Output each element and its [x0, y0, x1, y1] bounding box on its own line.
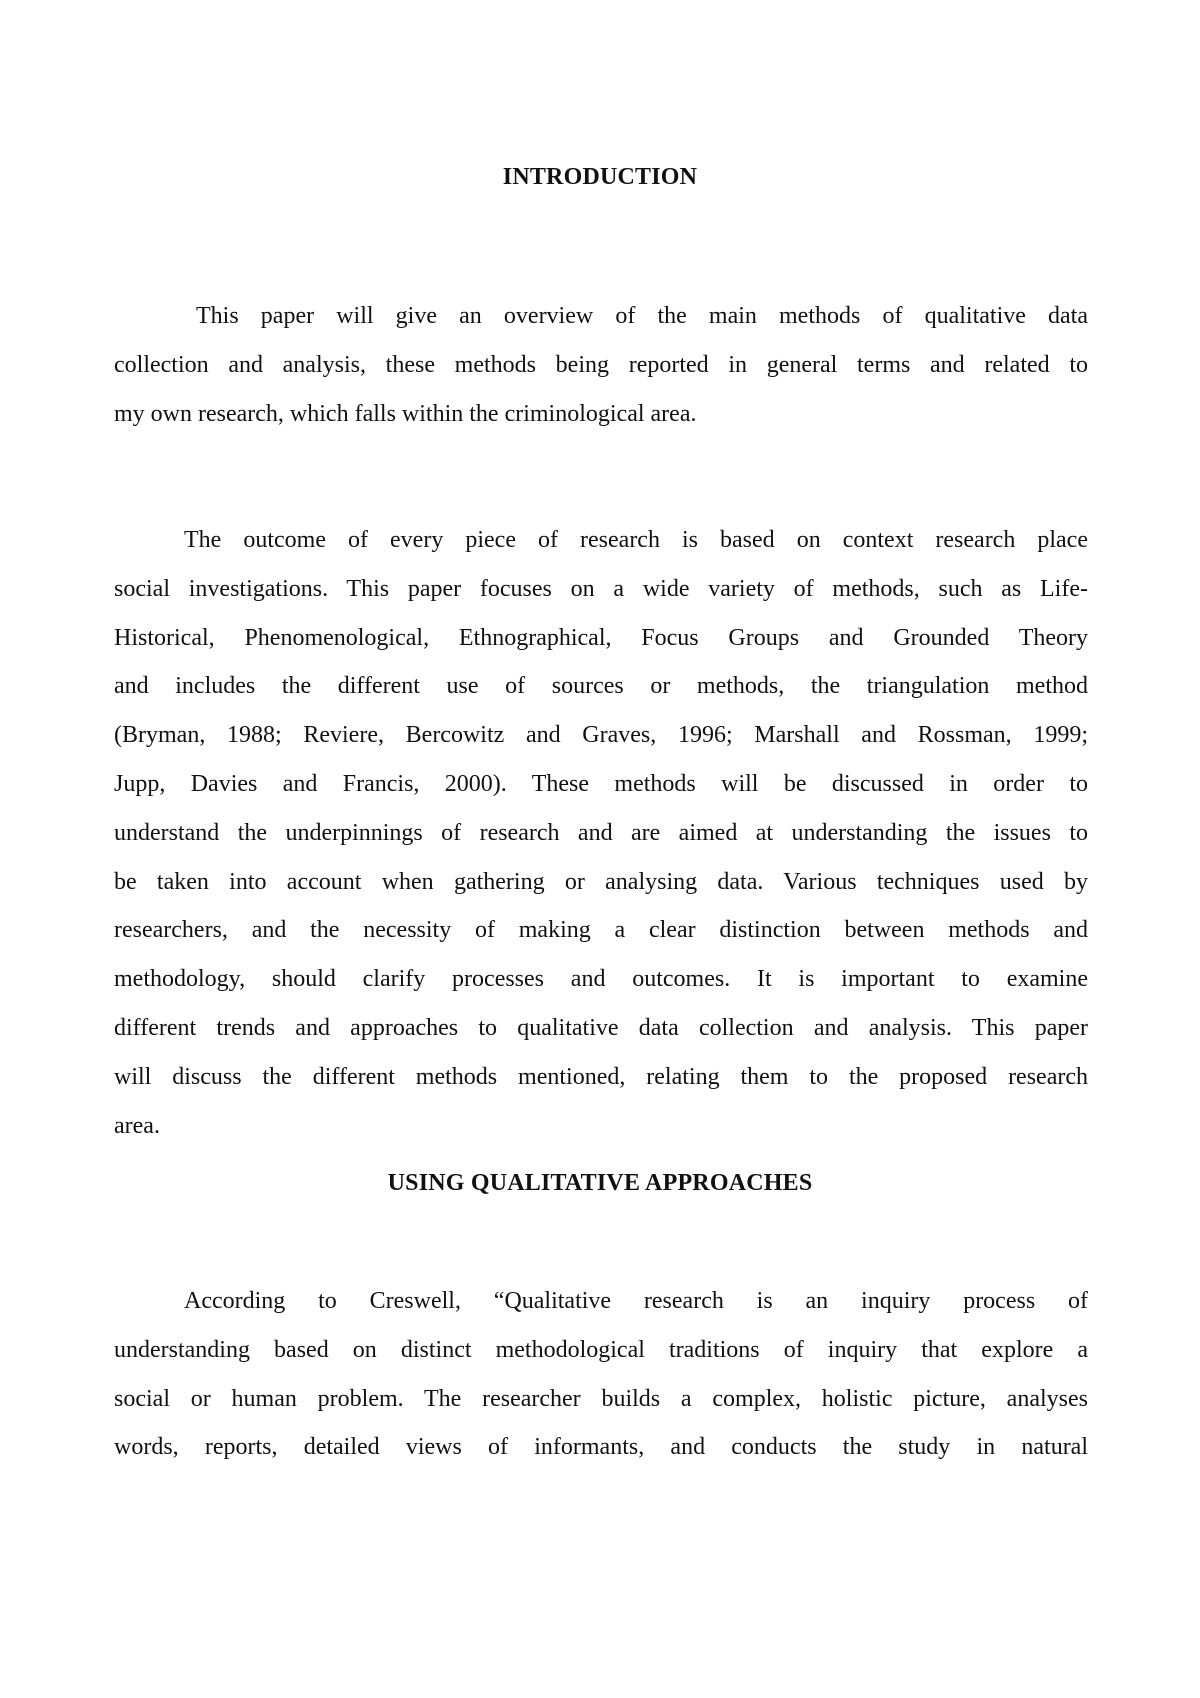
text-line: will discuss the different methods mentioned, relating them to the proposed research [114, 1063, 1088, 1090]
text-line: The outcome of every piece of research is based on context research place [184, 527, 1088, 553]
text-line: different trends and approaches to qualitative data collection and analysis. This paper [114, 1014, 1088, 1041]
text-line: and includes the different use of sources or methods, the triangulation method [114, 673, 1088, 700]
text-line: Historical, Phenomenological, Ethnographical, Focus Groups and Grounded Theory [114, 624, 1088, 651]
text-line: methodology, should clarify processes and outcomes. It is important to examine [114, 966, 1088, 993]
text-line: According to Creswell, “Qualitative research is an inquiry process of [184, 1288, 1088, 1314]
text-line: be taken into account when gathering or analysing data. Various techniques used by [114, 868, 1088, 895]
text-line: understanding based on distinct methodological traditions of inquiry that explore a [114, 1336, 1088, 1363]
qualitative-paragraph-1 [114, 1277, 1088, 1472]
text-line: researchers, and the necessity of making a clear distinction between methods and [114, 917, 1088, 944]
text-line: area. [114, 1112, 160, 1139]
text-line: social investigations. This paper focuses on a wide variety of methods, such as Life- [114, 575, 1088, 602]
text-line: This paper will give an overview of the main methods of qualitative data [196, 303, 1088, 329]
intro-paragraph-1 [114, 292, 1088, 438]
intro-paragraph-2 [114, 516, 1088, 1150]
text-line: social or human problem. The researcher builds a complex, holistic picture, analyses [114, 1385, 1088, 1412]
text-line: collection and analysis, these methods being reported in general terms and related to [114, 351, 1088, 378]
text-line: my own research, which falls within the criminological area. [114, 400, 697, 427]
text-line: Jupp, Davies and Francis, 2000). These methods will be discussed in order to [114, 770, 1088, 797]
text-line: understand the underpinnings of research and are aimed at understanding the issues to [114, 819, 1088, 846]
section-heading-introduction: INTRODUCTION [502, 164, 698, 190]
text-line: (Bryman, 1988; Reviere, Bercowitz and Graves, 1996; Marshall and Rossman, 1999; [114, 722, 1088, 749]
text-line: words, reports, detailed views of informants, and conducts the study in natural [114, 1434, 1088, 1461]
section-heading-qualitative-approaches: USING QUALITATIVE APPROACHES [387, 1170, 813, 1196]
